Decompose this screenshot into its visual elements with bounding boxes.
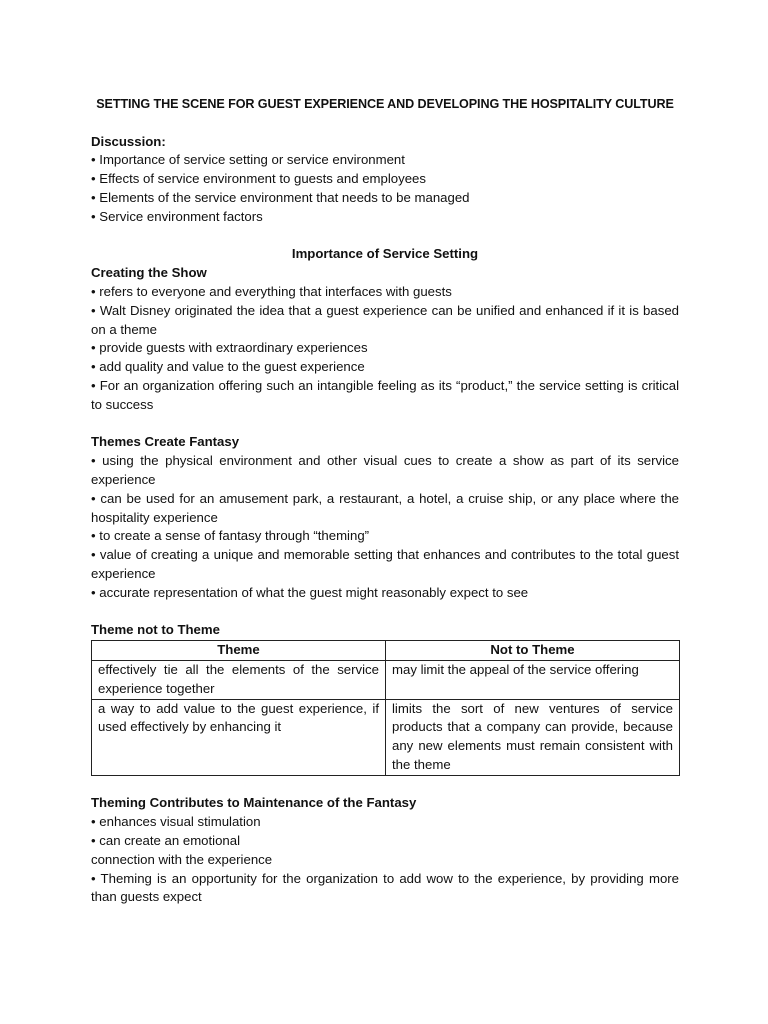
importance-heading: Importance of Service Setting: [291, 246, 479, 262]
maintenance-item: • enhances visual stimulation: [91, 814, 261, 830]
table-header-row: [92, 641, 680, 661]
maintenance-item: • can create an emotional: [91, 833, 241, 849]
creating-show-item: • refers to everyone and everything that interfaces with guests: [91, 283, 452, 299]
maintenance-item: • Theming is an opportunity for the organization to add wow to the experience, by providing more than guests expect: [91, 870, 679, 905]
table-cell: effectively tie all the elements of the service experience together: [92, 660, 386, 699]
maintenance-item: connection with the experience: [91, 851, 273, 867]
document-title: SETTING THE SCENE FOR GUEST EXPERIENCE AND DEVELOPING THE HOSPITALITY CULTURE: [96, 97, 674, 111]
discussion-heading: Discussion:: [91, 133, 166, 149]
maintenance-heading: Theming Contributes to Maintenance of the Fantasy: [91, 795, 417, 811]
discussion-item: • Effects of service environment to guests and employees: [91, 171, 426, 187]
column-header-theme: Theme: [92, 641, 386, 661]
creating-show-item: • provide guests with extraordinary experiences: [91, 340, 368, 356]
themes-fantasy-item: • to create a sense of fantasy through “theming”: [91, 528, 370, 544]
themes-fantasy-item: • using the physical environment and other visual cues to create a show as part of its service experience: [91, 453, 679, 487]
creating-show-heading: Creating the Show: [91, 265, 207, 281]
document-content: [91, 95, 679, 907]
creating-show-item: • add quality and value to the guest experience: [91, 359, 365, 375]
discussion-item: • Importance of service setting or service environment: [91, 152, 405, 168]
table-row: [92, 660, 680, 699]
column-header-not-theme: Not to Theme: [386, 641, 680, 661]
theme-table-heading: Theme not to Theme: [91, 622, 220, 638]
creating-show-item: • Walt Disney originated the idea that a guest experience can be unified and enhanced if it is based on a theme: [91, 302, 679, 337]
themes-fantasy-heading: Themes Create Fantasy: [91, 434, 240, 450]
themes-fantasy-item: • can be used for an amusement park, a restaurant, a hotel, a cruise ship, or any place where the hospitality experience: [91, 490, 679, 525]
theme-comparison-table: [91, 640, 680, 776]
discussion-item: • Elements of the service environment that needs to be managed: [91, 189, 470, 205]
themes-fantasy-item: • accurate representation of what the guest might reasonably expect to see: [91, 584, 529, 600]
creating-show-item: • For an organization offering such an intangible feeling as its “product,” the service setting is critical to success: [91, 377, 679, 412]
table-cell: may limit the appeal of the service offering: [386, 660, 680, 699]
themes-fantasy-item: • value of creating a unique and memorable setting that enhances and contributes to the total guest experience: [91, 547, 679, 581]
table-cell: limits the sort of new ventures of service products that a company can provide, because any new elements must remain consistent with the theme: [386, 699, 680, 775]
discussion-item: • Service environment factors: [91, 208, 263, 224]
table-row: [92, 699, 680, 775]
table-cell: a way to add value to the guest experience, if used effectively by enhancing it: [92, 699, 386, 775]
